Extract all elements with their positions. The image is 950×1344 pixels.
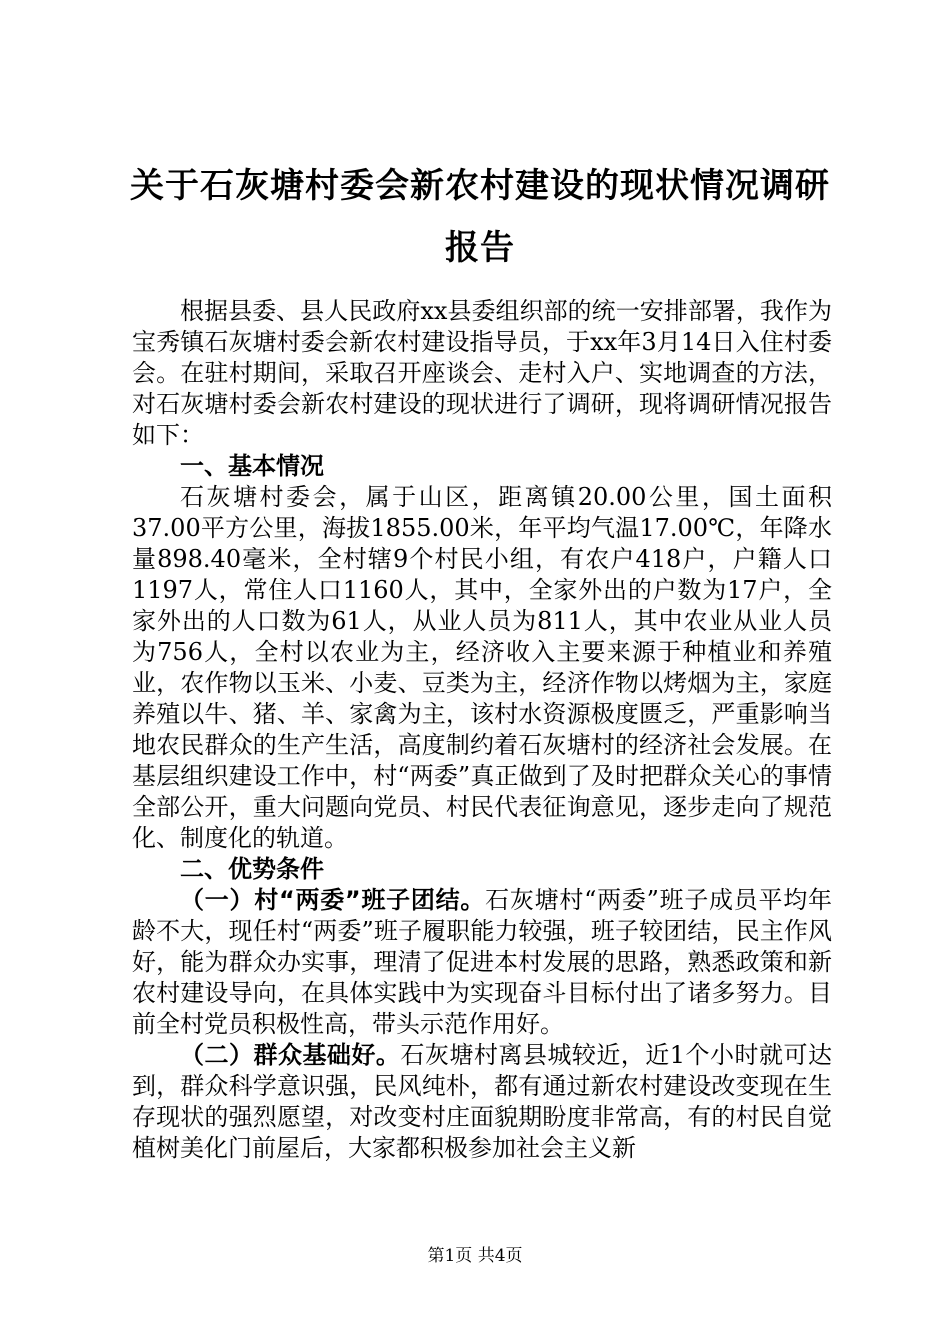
item1-lead: （一）村“两委”班子团结。 — [180, 886, 486, 914]
document-title-line1: 关于石灰塘村委会新农村建设的现状情况调研 — [130, 166, 830, 206]
section1-heading: 一、基本情况 — [180, 452, 324, 480]
item1-paragraph — [132, 885, 832, 1040]
intro-paragraph: 根据县委、县人民政府xx县委组织部的统一安排部署，我作为宝秀镇石灰塘村委会新农村建设指导员，于xx年3月14日入住村委会。在驻村期间，采取召开座谈会、走村入户、实地调查的方法，对石灰塘村委会新农村建设的现状进行了调研，现将调研情况报告如下： — [132, 297, 832, 449]
page-number-footer: 第1页 共4页 — [427, 1246, 523, 1266]
section1-paragraph: 石灰塘村委会，属于山区，距离镇20.00公里，国土面积37.00平方公里，海拔1855.00米，年平均气温17.00℃，年降水量898.40毫米，全村辖9个村民小组，有农户418户，户籍人口1197人，常住人口1160人，其中，全家外出的户数为17户，全家外出的人口数为61人，从业人员为811人，其中农业从业人员为756人，全村以农业为主，经济收入主要来源于种植业和养殖业，农作物以玉米、小麦、豆类为主，经济作物以烤烟为主，家庭养殖以牛、猪、羊、家禽为主，该村水资源极度匮乏，严重影响当地农民群众的生产生活，高度制约着石灰塘村的经济社会发展。在基层组织建设工作中，村“两委”真正做到了及时把群众关心的事情全部公开，重大问题向党员、村民代表征询意见，逐步走向了规范化、制度化的轨道。 — [132, 483, 832, 852]
section2-heading: 二、优势条件 — [180, 855, 324, 883]
item2-lead: （二）群众基础好。 — [180, 1041, 401, 1069]
item1-body: 石灰塘村“两委”班子成员平均年龄不大，现任村“两委”班子履职能力较强，班子较团结，民主作风好，能为群众办实事，理清了促进本村发展的思路，熟悉政策和新农村建设导向，在具体实践中为实现奋斗目标付出了诸多努力。目前全村党员积极性高，带头示范作用好。 — [132, 886, 833, 1038]
item2-body: 石灰塘村离县城较近，近1个小时就可达到，群众科学意识强，民风纯朴，都有通过新农村建设改变现在生存现状的强烈愿望，对改变村庄面貌期盼度非常高，有的村民自觉植树美化门前屋后，大家都积极参加社会主义新 — [132, 1041, 832, 1162]
item2-paragraph — [132, 1040, 832, 1164]
document-body — [132, 296, 832, 1164]
document-title-line2: 报告 — [445, 228, 515, 268]
